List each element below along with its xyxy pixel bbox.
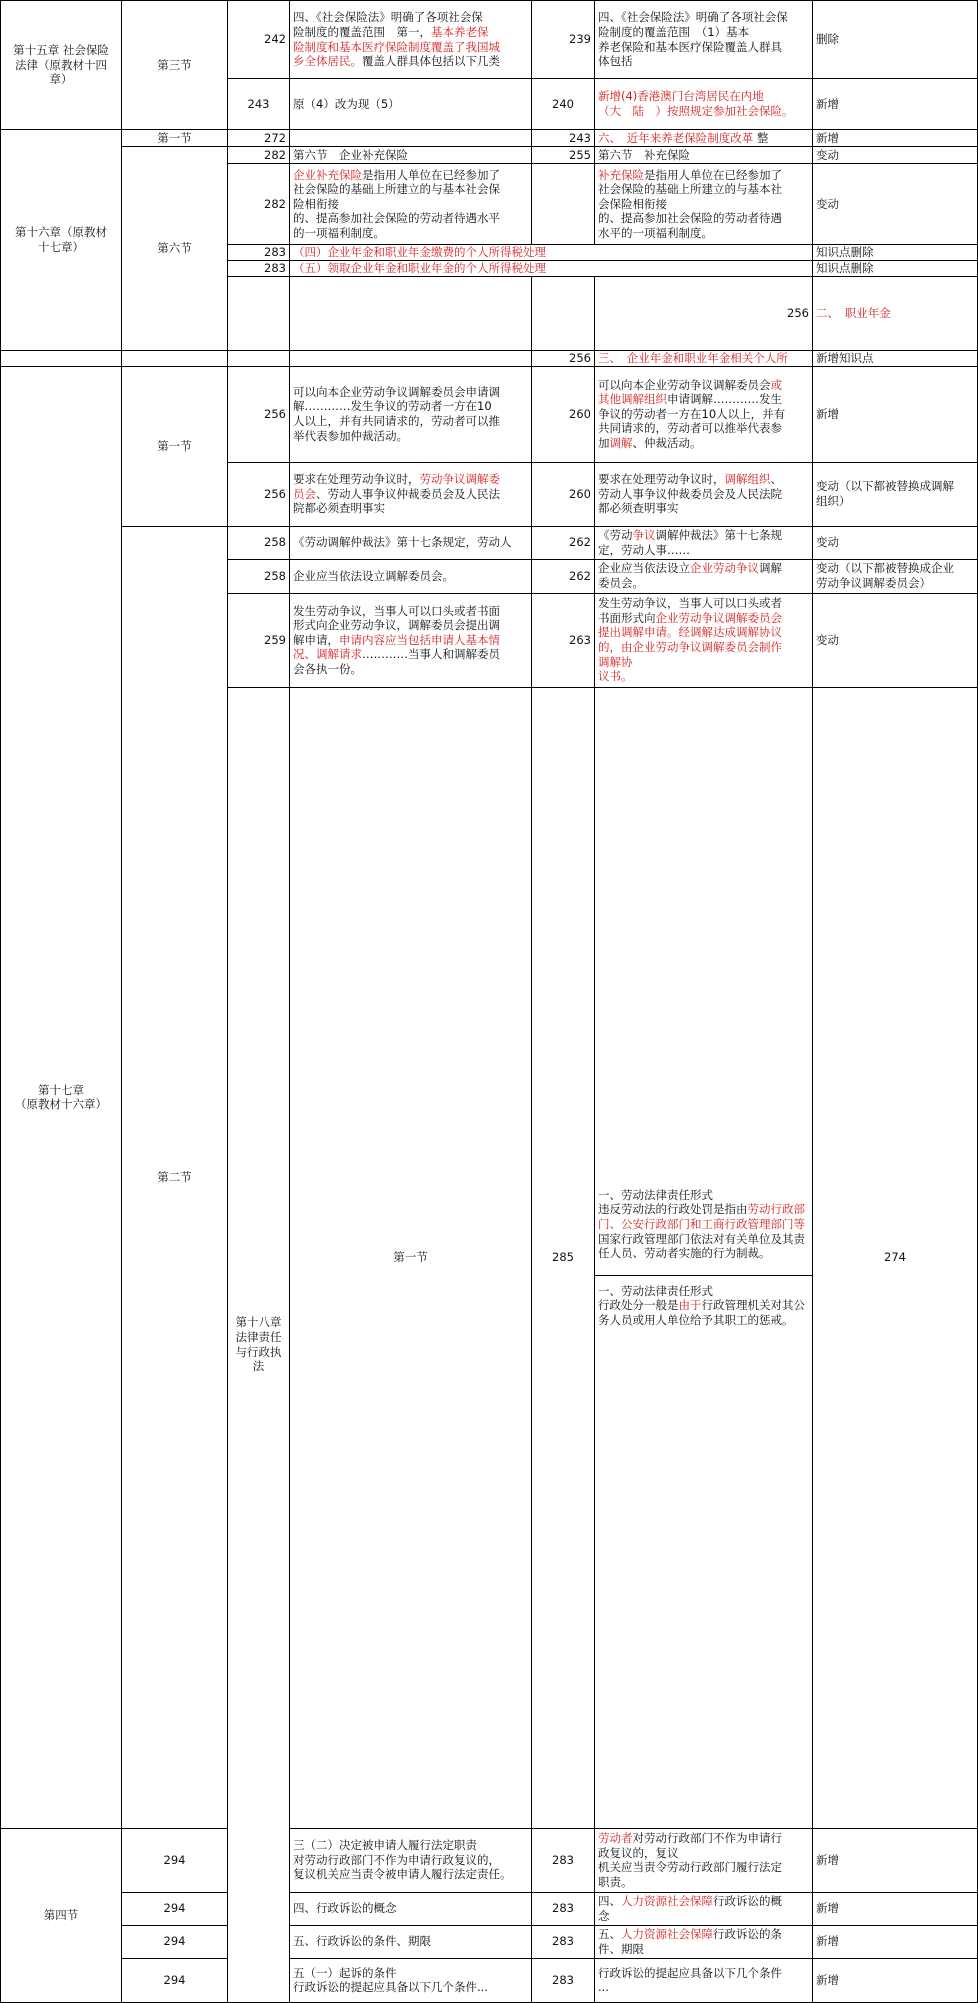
old-content-cell: 第六节 企业补充保险: [290, 147, 532, 164]
new-page-cell: 240: [532, 79, 595, 130]
old-content-cell: 一、劳动法律责任形式 违反劳动法的行政处罚是指由劳动行政部 门、公安行政部门和工商行政管理部门等 国家行政管理部门依法对有关单位及其责 任人员、劳动者实施的行为制裁。 一、劳动法律责任形式 行政处分一般是由于行政管理机关对其公 务人员或用人单位给予其职工的惩戒。: [595, 687, 813, 1828]
chapter-16-cell: 第十六章（原教材 十七章）: [1, 130, 122, 351]
old-page-cell: 294: [122, 1958, 228, 2002]
new-content-cell: 发生劳动争议，当事人可以口头或者 书面形式向企业劳动争议调解委员会 提出调解申请。经调解达成调解协议 的，由企业劳动争议调解委员会制作 调解协 议书。: [595, 593, 813, 687]
old-page-cell: 243: [228, 79, 290, 130]
old-content-cell: 要求在处理劳动争议时，劳动争议调解委 员会、劳动人事争议仲裁委员会及人民法 院都必须查明事实: [290, 462, 532, 526]
new-content-cell: 二、 职业年金: [813, 277, 978, 351]
old-content-cell: 四、《社会保险法》明确了各项社会保 险制度的覆盖范围 第一，基本养老保 险制度和基本医疗保险制度覆盖了我国城 乡全体居民。覆盖人群具体包括以下几类: [290, 1, 532, 79]
new-content-cell: 劳动者对劳动行政部门不作为申请行 政复议的，复议 机关应当责令劳动行政部门履行法定 职责。: [595, 1828, 813, 1892]
new-content-cell: 企业应当依法设立企业劳动争议调解 委员会。: [595, 559, 813, 593]
empty-cell: [228, 350, 290, 366]
status-cell: 新增: [813, 1925, 978, 1958]
section-cell: 第二节: [122, 526, 228, 1828]
status-cell: 知识点删除: [813, 261, 978, 277]
new-page-cell: 283: [532, 1925, 595, 1958]
status-cell: 变动: [813, 164, 978, 245]
status-cell: 新增: [813, 1892, 978, 1925]
old-content-cell: 可以向本企业劳动争议调解委员会申请调 解…………发生争议的劳动者一方在10 人以上，并有共同请求的，劳动者可以推 举代表参加仲裁活动。: [290, 366, 532, 462]
status-cell: 变动（以下都被替换成企业 劳动争议调解委员会）: [813, 559, 978, 593]
chapter-18-cell: 第十八章 法律责任 与行政执法: [228, 687, 290, 2002]
old-page-cell: 294: [122, 1828, 228, 1892]
status-cell: 新增知识点: [813, 350, 978, 366]
new-page-cell: 262: [532, 559, 595, 593]
new-content-cell: 新增(4)香港澳门台湾居民在内地 （大 陆 ）按照规定参加社会保险。: [595, 79, 813, 130]
old-content-cell: [290, 130, 532, 147]
status-cell: 新增: [813, 366, 978, 462]
new-page-cell: 260: [532, 462, 595, 526]
old-page-cell: 294: [122, 1892, 228, 1925]
section-cell: 第六节: [122, 147, 228, 351]
new-content-cell: 四、《社会保险法》明确了各项社会保 险制度的覆盖范围 （1）基本 养老保险和基本医疗保险覆盖人群具 体包括: [595, 1, 813, 79]
old-page-cell: 258: [228, 559, 290, 593]
new-content-cell: 行政诉讼的提起应具备以下几个条件 ...: [595, 1958, 813, 2002]
empty-cell: [290, 350, 532, 366]
new-page-cell: 239: [532, 1, 595, 79]
section-cell: 第三节: [122, 1, 228, 130]
section-cell: 第一节: [122, 366, 228, 526]
new-page-cell: [532, 164, 595, 245]
new-page-cell: 283: [532, 1958, 595, 2002]
new-page-cell: 283: [532, 1828, 595, 1892]
old-page-cell: 256: [228, 462, 290, 526]
old-page-cell: 259: [228, 593, 290, 687]
new-content-cell: 要求在处理劳动争议时，调解组织、 劳动人事争议仲裁委员会及人民法院 都必须查明事实: [595, 462, 813, 526]
old-content-cell: 《劳动调解仲裁法》第十七条规定，劳动人: [290, 526, 532, 559]
old-content-cell: 企业应当依法设立调解委员会。: [290, 559, 532, 593]
chapter-17-cell: 第十七章 （原教材十六章）: [1, 366, 122, 1828]
old-content-cell: 发生劳动争议，当事人可以口头或者书面 形式向企业劳动争议，调解委员会提出调 解申请，申请内容应当包括申请人基本情 况、调解请求…………当事人和调解委员 会各执一份。: [290, 593, 532, 687]
status-cell: 变动: [813, 147, 978, 164]
new-page-cell: 263: [532, 593, 595, 687]
old-page-cell: 283: [228, 245, 290, 261]
old-content-cell: 企业补充保险是指用人单位在已经参加了 社会保险的基础上所建立的与基本社会保 险相衔接 的、提高参加社会保险的劳动者待遇水平 的一项福利制度。: [290, 164, 532, 245]
status-cell: 变动: [813, 593, 978, 687]
new-content-cell: 《劳动争议调解仲裁法》第十七条规 定，劳动人事……: [595, 526, 813, 559]
old-page-cell: 283: [228, 261, 290, 277]
new-content-cell: 四、人力资源社会保障行政诉讼的概 念: [595, 1892, 813, 1925]
new-content-cell: 三、 企业年金和职业年金相关个人所: [595, 350, 813, 366]
old-content-cell: 五（一）起诉的条件 行政诉讼的提起应具备以下几个条件...: [290, 1958, 532, 2002]
empty-cell: [290, 277, 532, 351]
empty-cell: [532, 277, 595, 351]
new-content-cell: 五、人力资源社会保障行政诉讼的条 件、期限: [595, 1925, 813, 1958]
old-page-cell: 282: [228, 147, 290, 164]
new-page-cell: 255: [532, 147, 595, 164]
old-page-cell: 242: [228, 1, 290, 79]
old-page-cell: 272: [228, 130, 290, 147]
old-content-cell: 原（4）改为现（5）: [290, 79, 532, 130]
status-cell: 删除: [813, 1, 978, 79]
status-cell: 新增: [813, 1958, 978, 2002]
new-page-cell: 260: [532, 366, 595, 462]
old-page-cell: 285: [532, 687, 595, 1828]
status-cell: 新增: [813, 130, 978, 147]
old-page-cell: 256: [228, 366, 290, 462]
status-cell: 变动（以下都被替换成调解 组织）: [813, 462, 978, 526]
old-content-cell: 五、行政诉讼的条件、期限: [290, 1925, 532, 1958]
new-page-cell: 256: [595, 277, 813, 351]
old-page-cell: 294: [122, 1925, 228, 1958]
new-content-cell: 补充保险是指用人单位在已经参加了 社会保险的基础上所建立的与基本社 会保险相衔接 的、提高参加社会保险的劳动者待遇 水平的一项福利制度。: [595, 164, 813, 245]
old-content-cell: 三（二）决定被申请人履行法定职责 对劳动行政部门不作为申请行政复议的， 复议机关应当责令被申请人履行法定责任。: [290, 1828, 532, 1892]
empty-cell: [228, 277, 290, 351]
old-page-cell: 258: [228, 526, 290, 559]
new-content-cell: 第六节 补充保险: [595, 147, 813, 164]
status-cell: 变动: [813, 526, 978, 559]
new-page-cell: 243: [532, 130, 595, 147]
section-cell: 第四节: [1, 1828, 122, 2002]
status-cell: 新增: [813, 1828, 978, 1892]
new-page-cell: 256: [532, 350, 595, 366]
section-cell: 第一节: [290, 687, 532, 1828]
old-content-cell: 四、行政诉讼的概念: [290, 1892, 532, 1925]
status-cell: 新增: [813, 79, 978, 130]
section-cell: 第一节: [122, 130, 228, 147]
empty-cell: [1, 350, 122, 366]
new-content-cell: 六、 近年来养老保险制度改革 整: [595, 130, 813, 147]
new-page-cell: 262: [532, 526, 595, 559]
new-content-cell: 可以向本企业劳动争议调解委员会或 其他调解组织申请调解…………发生 争议的劳动者一方在10人以上，并有 共同请求的，劳动者可以推举代表参 加调解、仲裁活动。: [595, 366, 813, 462]
chapter-15-cell: 第十五章 社会保险 法律（原教材十四 章）: [1, 1, 122, 130]
status-cell: 知识点删除: [813, 245, 978, 261]
old-page-cell: 282: [228, 164, 290, 245]
new-page-cell: 274: [813, 687, 978, 1828]
old-content-cell: （五）领取企业年金和职业年金的个人所得税处理: [290, 261, 813, 277]
old-content-cell: （四）企业年金和职业年金缴费的个人所得税处理: [290, 245, 813, 261]
new-page-cell: 283: [532, 1892, 595, 1925]
empty-cell: [122, 350, 228, 366]
